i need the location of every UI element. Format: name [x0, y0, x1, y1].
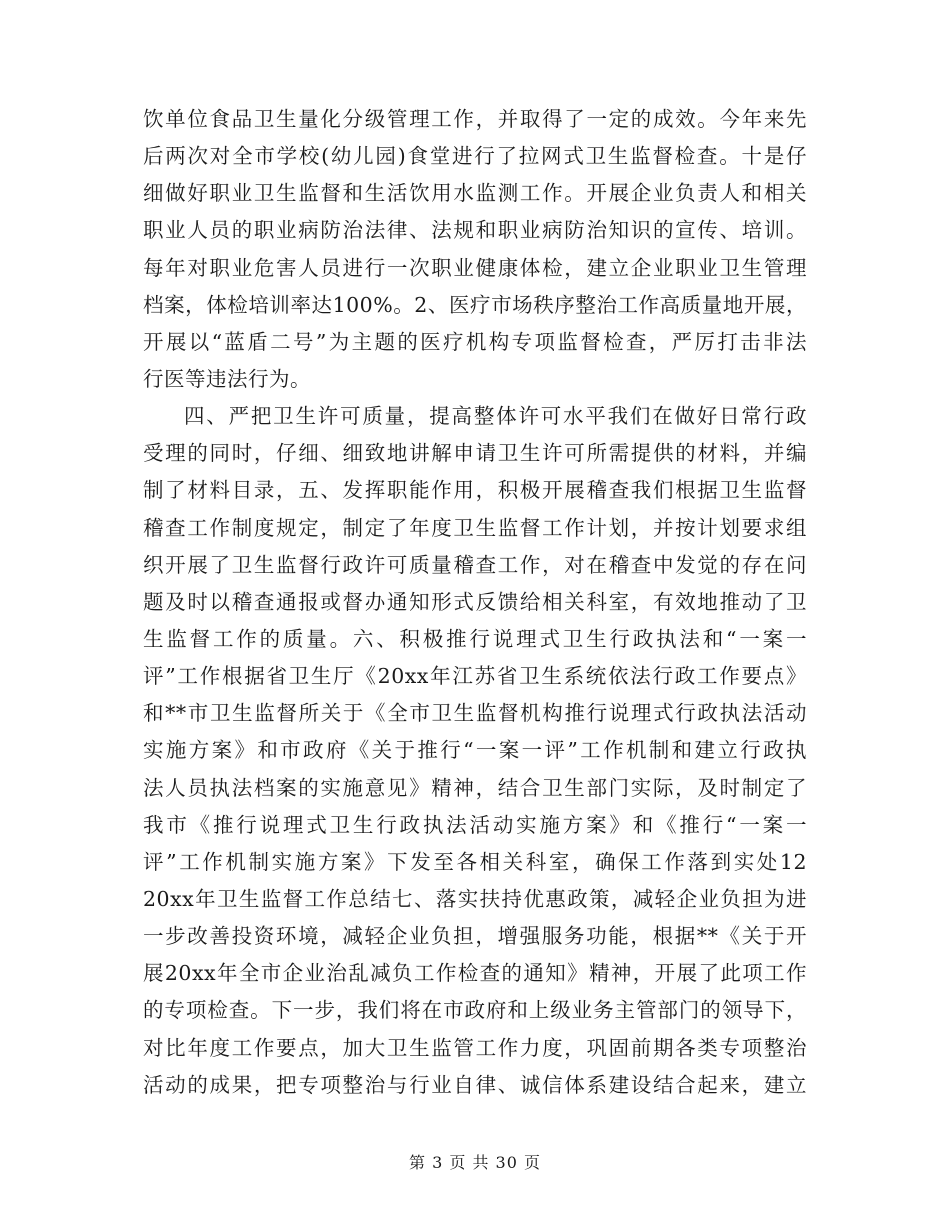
- text-line: 稽查工作制度规定，制定了年度卫生监督工作计划，并按计划要求组: [143, 515, 807, 540]
- text-line: 织开展了卫生监督行政许可质量稽查工作，对在稽查中发觉的存在问: [143, 552, 807, 577]
- text-line: 对比年度工作要点，加大卫生监管工作力度，巩固前期各类专项整治: [143, 1035, 807, 1060]
- text-line: 法人员执法档案的实施意见》精神，结合卫生部门实际，及时制定了: [143, 775, 807, 800]
- text-line: 题及时以稽查通报或督办通知形式反馈给相关科室，有效地推动了卫: [143, 589, 807, 614]
- text-line: 细做好职业卫生监督和生活饮用水监测工作。开展企业负责人和相关: [143, 181, 807, 206]
- text-line: 制了材料目录，五、发挥职能作用，积极开展稽查我们根据卫生监督: [143, 478, 807, 503]
- text-line: 和**市卫生监督所关于《全市卫生监督机构推行说理式行政执法活动: [143, 701, 807, 726]
- text-line: 后两次对全市学校(幼儿园)食堂进行了拉网式卫生监督检查。十是仔: [143, 144, 807, 169]
- text-line: 我市《推行说理式卫生行政执法活动实施方案》和《推行“一案一: [143, 812, 807, 837]
- text-line: 实施方案》和市政府《关于推行“一案一评”工作机制和建立行政执: [143, 738, 807, 763]
- paragraph-1: [143, 103, 807, 395]
- text-line: 行医等违法行为。: [143, 366, 311, 391]
- text-line: 饮单位食品卫生量化分级管理工作，并取得了一定的成效。今年来先: [143, 107, 807, 131]
- text-line: 每年对职业危害人员进行一次职业健康体检，建立企业职业卫生管理: [143, 255, 807, 280]
- text-line: 活动的成果，把专项整治与行业自律、诚信体系建设结合起来，建立: [143, 1072, 807, 1097]
- page-number-footer: 第 3 页 共 30 页: [409, 1153, 541, 1172]
- text-line: 生监督工作的质量。六、积极推行说理式卫生行政执法和“一案一: [143, 626, 807, 651]
- text-line: 开展以“蓝盾二号”为主题的医疗机构专项监督检查，严厉打击非法: [143, 329, 807, 354]
- text-line: 评”工作根据省卫生厅《20xx年江苏省卫生系统依法行政工作要点》: [143, 664, 807, 689]
- text-line: 职业人员的职业病防治法律、法规和职业病防治知识的宣传、培训。: [143, 218, 807, 243]
- text-line: 20xx年卫生监督工作总结七、落实扶持优惠政策，减轻企业负担为进: [143, 886, 807, 911]
- document-body: [143, 103, 807, 1106]
- text-line: 一步改善投资环境，减轻企业负担，增强服务功能，根据**《关于开: [143, 924, 807, 949]
- text-line: 展20xx年全市企业治乱减负工作检查的通知》精神，开展了此项工作: [143, 961, 807, 986]
- text-line: 四、严把卫生许可质量，提高整体许可水平我们在做好日常行政: [184, 404, 807, 429]
- text-line: 的专项检查。下一步，我们将在市政府和上级业务主管部门的领导下，: [143, 998, 807, 1023]
- paragraph-2: [143, 400, 807, 1101]
- text-line: 受理的同时，仔细、细致地讲解申请卫生许可所需提供的材料，并编: [143, 441, 807, 466]
- text-line: 档案，体检培训率达100%。2、医疗市场秩序整治工作高质量地开展，: [143, 292, 807, 317]
- text-line: 评”工作机制实施方案》下发至各相关科室，确保工作落到实处12: [143, 849, 807, 874]
